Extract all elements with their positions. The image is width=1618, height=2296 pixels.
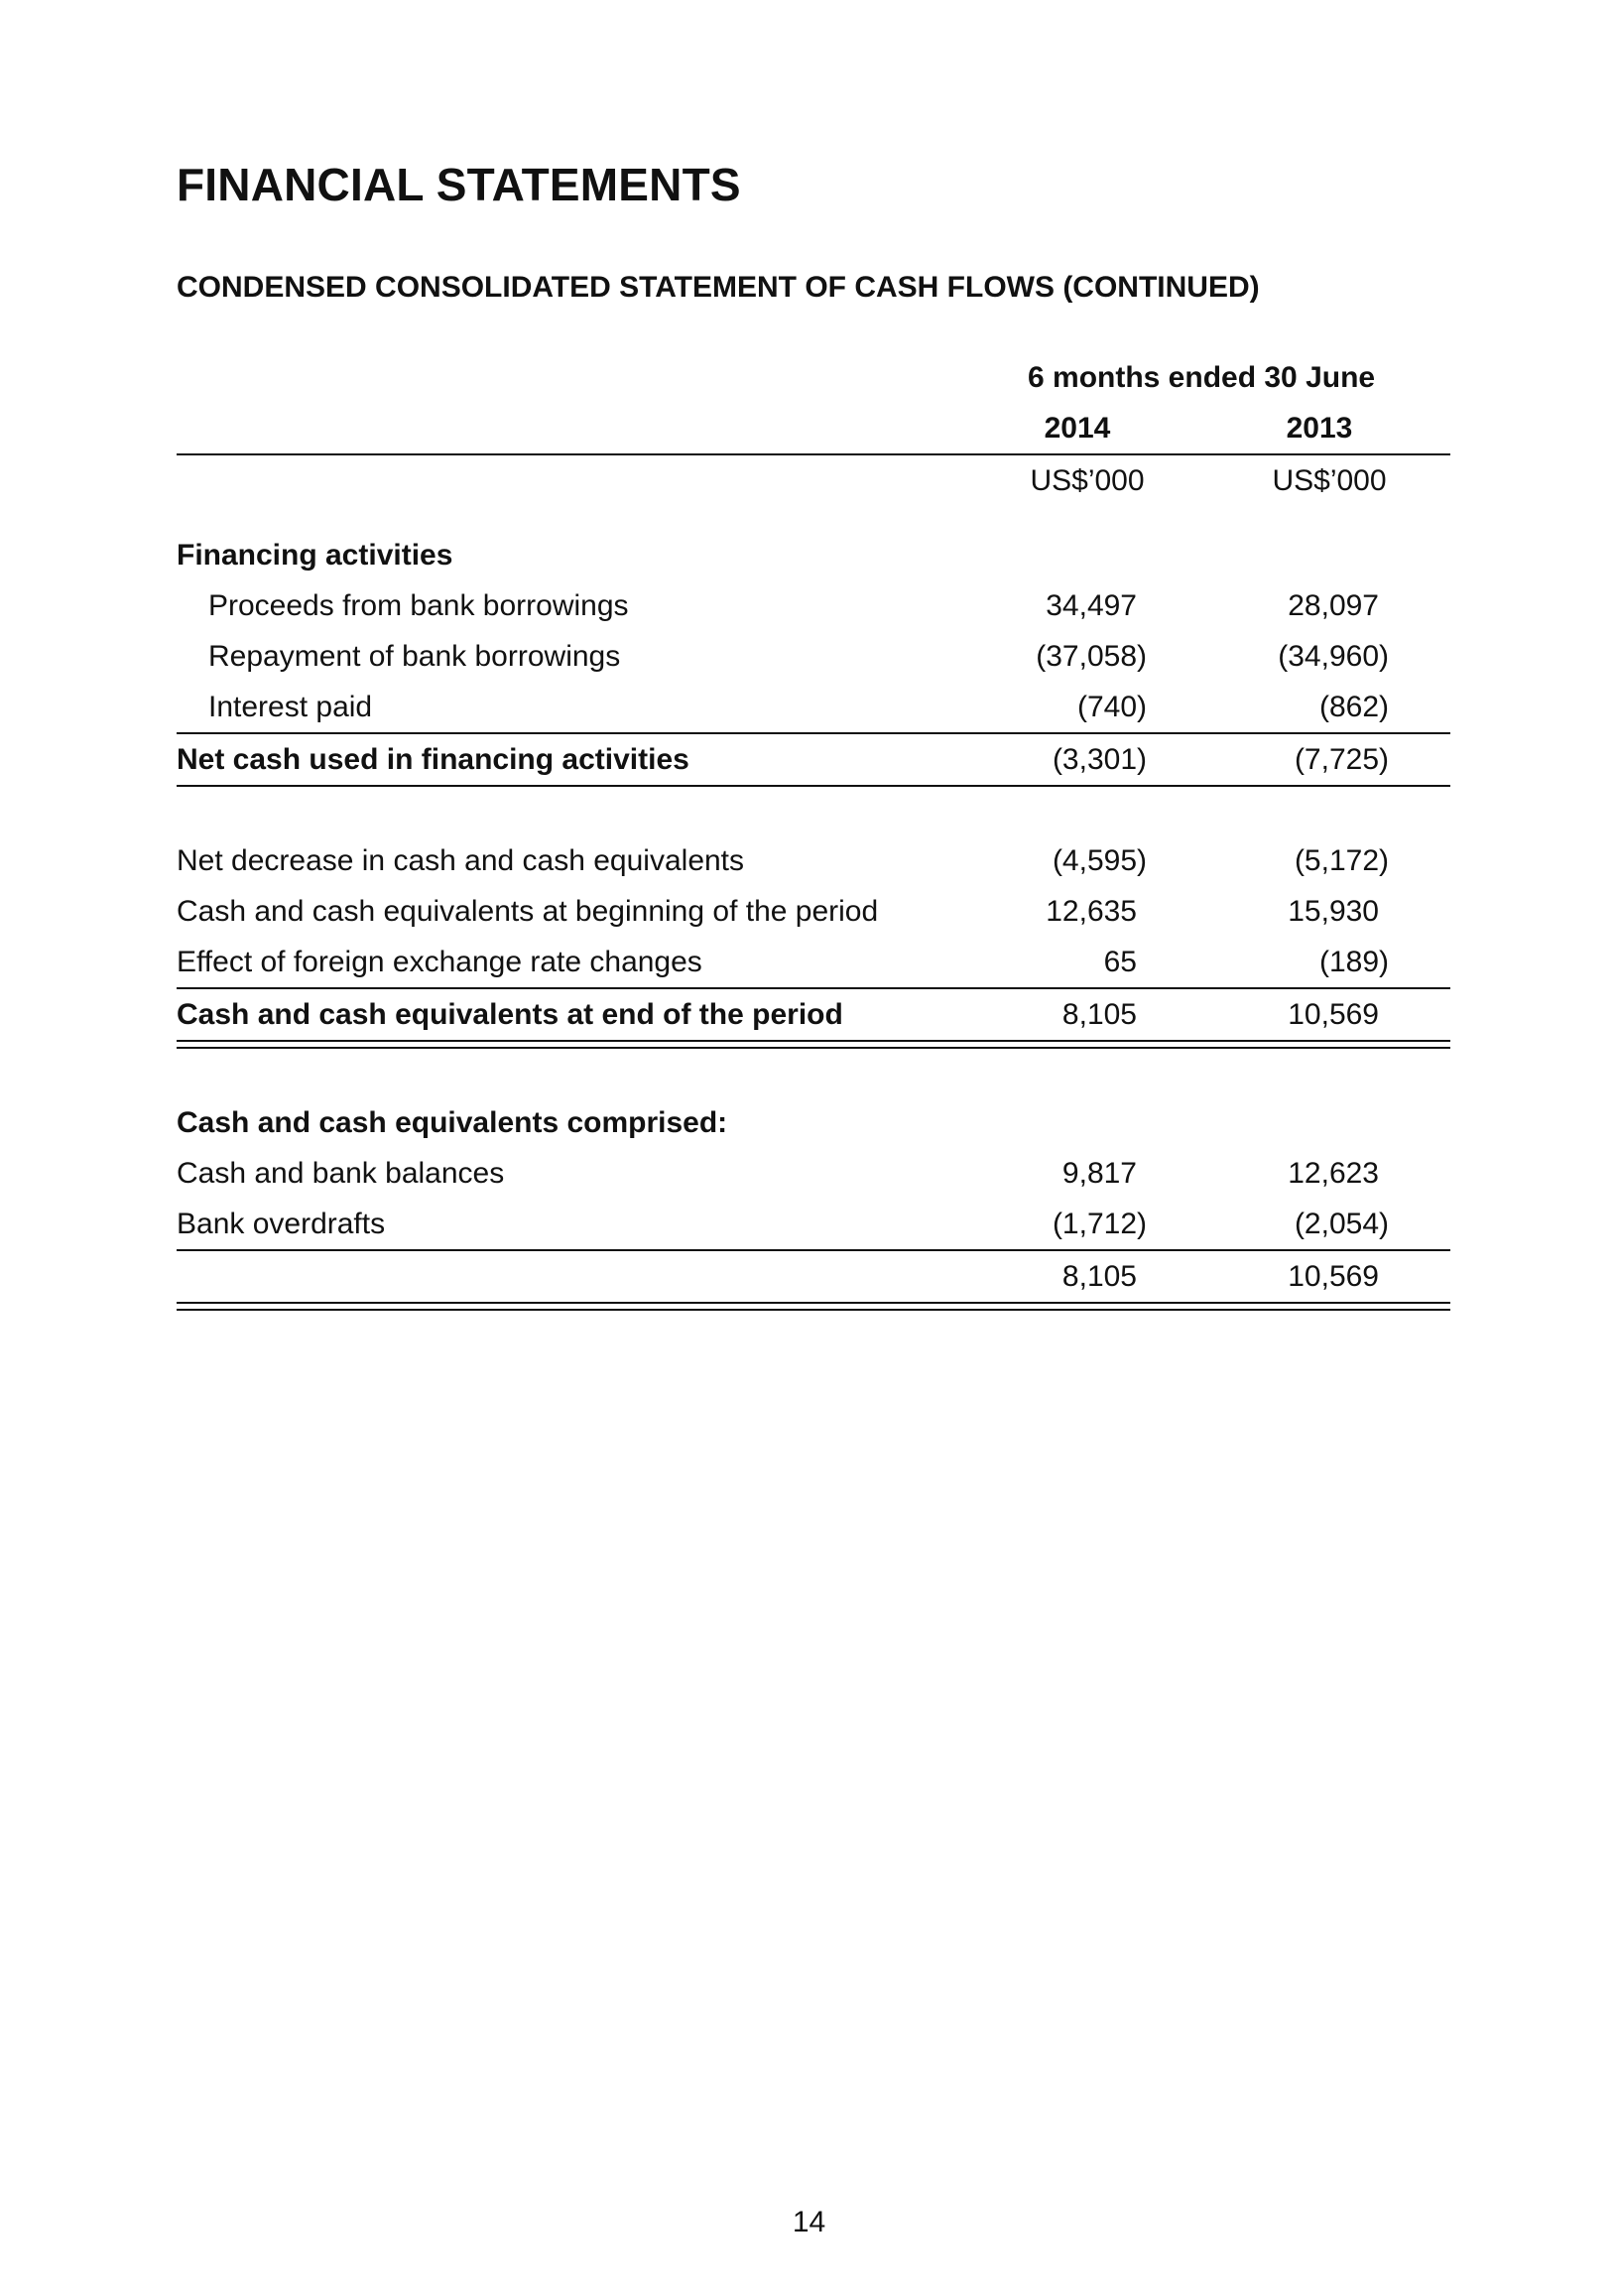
value-2013: (189)	[1318, 946, 1389, 978]
value-2014: (37,058)	[1036, 640, 1147, 673]
row-label: Repayment of bank borrowings	[208, 640, 621, 673]
table-row	[177, 682, 1450, 732]
double-total-rule	[177, 1302, 1450, 1311]
comprised-heading-row	[177, 1097, 1450, 1148]
value-2014: 9,817	[1061, 1157, 1137, 1190]
row-label: Cash and cash equivalents at end of the period	[177, 998, 843, 1031]
spacer	[177, 787, 1450, 835]
value-2014: (3,301)	[1052, 743, 1147, 776]
row-label: Net cash used in financing activities	[177, 743, 689, 776]
value-2013: 10,569	[1288, 998, 1379, 1031]
spacer	[177, 506, 1450, 530]
value-2013: (862)	[1318, 691, 1389, 723]
unit-2014: US$’000	[1030, 464, 1145, 497]
table-row	[177, 886, 1450, 937]
value-2014: (1,712)	[1052, 1208, 1147, 1240]
row-label: Bank overdrafts	[177, 1208, 386, 1240]
value-2013: 10,569	[1288, 1260, 1379, 1293]
column-header-2013: 2013	[1286, 412, 1353, 445]
value-2014: (740)	[1076, 691, 1147, 723]
table-row	[177, 835, 1450, 886]
row-label: Net decrease in cash and cash equivalents	[177, 844, 745, 877]
financing-heading: Financing activities	[177, 539, 453, 572]
financing-heading-row	[177, 530, 1450, 580]
table-row	[177, 937, 1450, 987]
comprised-total-row	[177, 1251, 1450, 1302]
units-row	[177, 455, 1450, 506]
row-label: Interest paid	[208, 691, 373, 723]
cash-flow-statement-table	[177, 352, 1450, 1311]
year-header-row	[177, 403, 1450, 453]
row-label: Cash and cash equivalents at beginning of the period	[177, 895, 879, 928]
table-row	[177, 631, 1450, 682]
unit-2013: US$’000	[1272, 464, 1387, 497]
value-2014: 12,635	[1046, 895, 1137, 928]
period-header: 6 months ended 30 June	[1028, 361, 1376, 394]
section-title: CONDENSED CONSOLIDATED STATEMENT OF CASH FLOWS (CONTINUED)	[177, 271, 1260, 304]
period-header-row	[177, 352, 1450, 403]
spacer	[177, 1049, 1450, 1097]
value-2014: (4,595)	[1052, 844, 1147, 877]
value-2013: (5,172)	[1294, 844, 1389, 877]
value-2013: 28,097	[1288, 589, 1379, 622]
value-2013: (2,054)	[1294, 1208, 1389, 1240]
value-2014: 34,497	[1046, 589, 1137, 622]
value-2013: (34,960)	[1278, 640, 1389, 673]
table-row	[177, 580, 1450, 631]
table-row	[177, 1148, 1450, 1199]
row-label: Proceeds from bank borrowings	[208, 589, 629, 622]
row-label: Effect of foreign exchange rate changes	[177, 946, 702, 978]
value-2014: 8,105	[1061, 998, 1137, 1031]
value-2014: 8,105	[1061, 1260, 1137, 1293]
value-2013: 12,623	[1288, 1157, 1379, 1190]
comprised-heading: Cash and cash equivalents comprised:	[177, 1106, 728, 1139]
value-2013: (7,725)	[1294, 743, 1389, 776]
double-total-rule	[177, 1040, 1450, 1049]
net-financing-row	[177, 734, 1450, 785]
row-label: Cash and bank balances	[177, 1157, 505, 1190]
end-of-period-row	[177, 989, 1450, 1040]
value-2014: 65	[1103, 946, 1137, 978]
page-number: 14	[792, 2206, 826, 2238]
value-2013: 15,930	[1288, 895, 1379, 928]
page-title: FINANCIAL STATEMENTS	[177, 159, 741, 210]
table-row	[177, 1199, 1450, 1249]
column-header-2014: 2014	[1044, 412, 1111, 445]
